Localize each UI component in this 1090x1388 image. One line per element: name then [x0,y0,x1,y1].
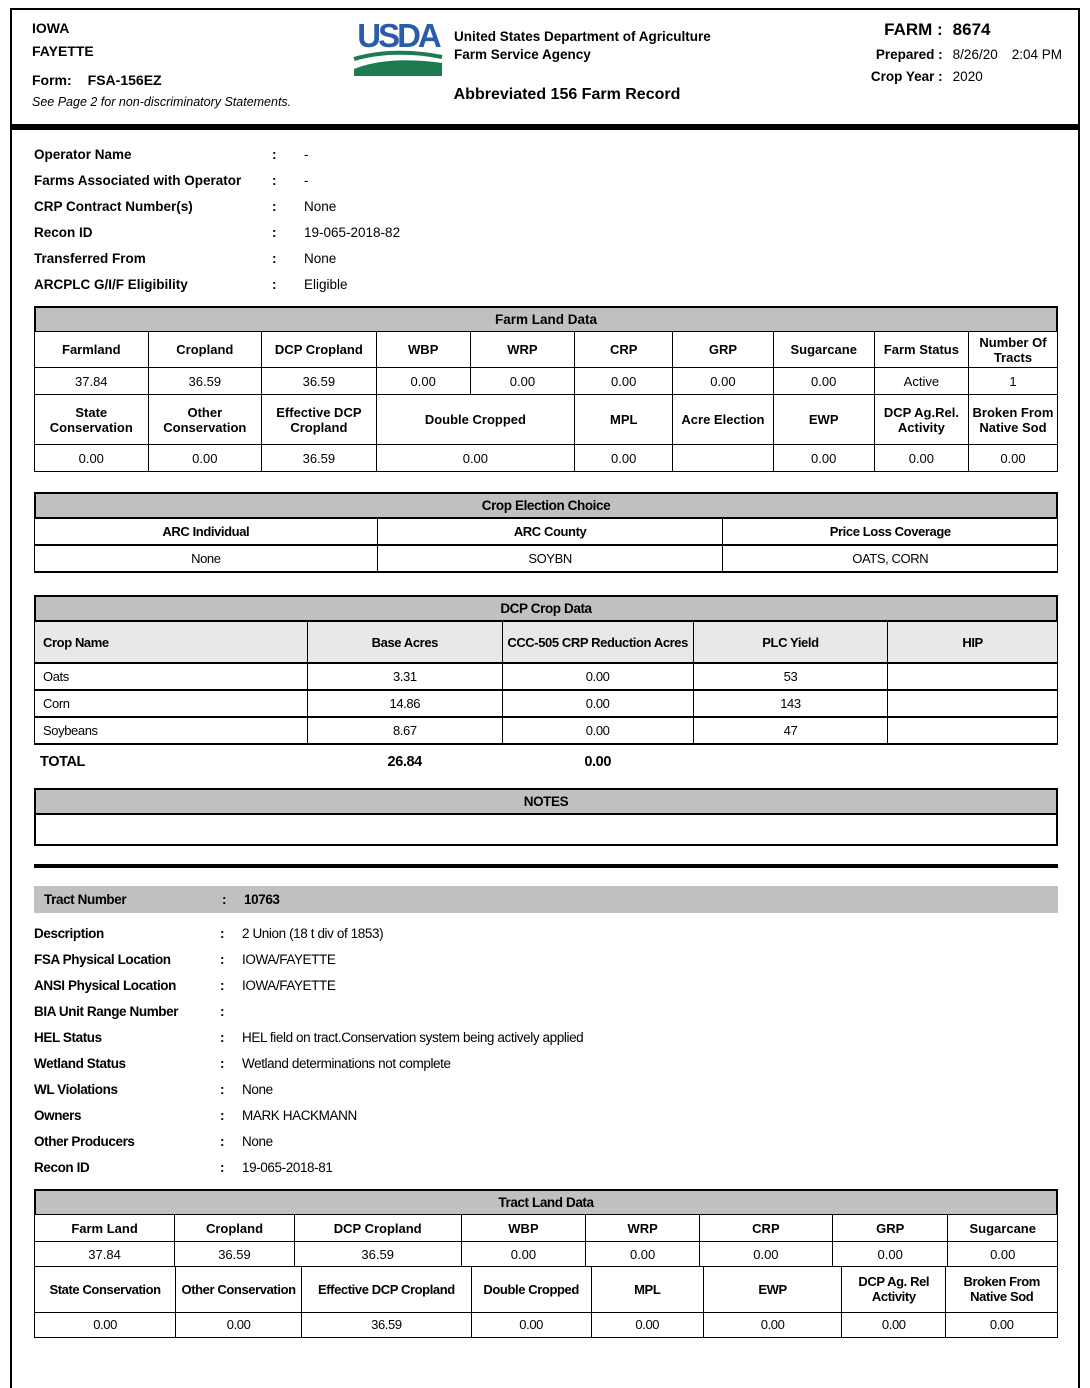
other-producers-row [34,1129,1058,1155]
value-cell: 0.00 [376,445,574,472]
record-body [10,126,1080,1388]
total-ccc505: 0.00 [584,754,611,770]
notes-section [34,788,1058,846]
farm-number: 8674 [952,20,991,39]
colon: : [220,1004,225,1019]
page-header [10,8,1080,126]
value-cell: 0.00 [461,1242,586,1267]
colon: : [220,1160,225,1175]
header-cell: WRP [586,1215,700,1242]
header-cell: PLC Yield [693,621,887,663]
header-cell: GRP [673,332,773,368]
tract-details-section [34,921,1058,1181]
value-cell: Active [874,368,968,395]
dcp-crop-row [35,663,1058,690]
value-cell: 0.00 [842,1312,946,1337]
field-label: ARCPLC G/I/F Eligibility [34,277,188,292]
header-cell: Broken From Native Sod [968,395,1057,445]
value-cell: 0.00 [591,1312,704,1337]
arcplc-eligibility-row [34,272,1058,298]
bia-unit-range-row [34,999,1058,1025]
notes-title: NOTES [34,788,1058,813]
header-cell: State Conservation [35,395,149,445]
colon: : [220,1108,225,1123]
field-label: Operator Name [34,147,132,162]
value-cell: 0.00 [376,368,470,395]
value-cell: 0.00 [148,445,262,472]
header-cell: Number Of Tracts [968,332,1057,368]
value-cell: 0.00 [874,445,968,472]
value-cell: 0.00 [586,1242,700,1267]
header-cell: Effective DCP Cropland [262,395,377,445]
value-cell [673,445,773,472]
field-value: 19-065-2018-81 [242,1160,333,1175]
notes-content [34,813,1058,846]
field-value: 2 Union (18 t div of 1853) [242,926,384,941]
prepared-label: Prepared : [875,47,943,62]
value-cell: 0.00 [502,690,693,717]
crop-election-section [34,492,1058,573]
field-value: - [304,173,309,188]
value-cell: 0.00 [35,1312,176,1337]
prepared-time: 2:04 PM [1011,47,1062,62]
hel-status-row [34,1025,1058,1051]
value-cell: 36.59 [302,1312,472,1337]
form-value: FSA-156EZ [87,72,162,88]
tract-land-data-section [34,1189,1058,1338]
dcp-crop-data-section [34,595,1058,774]
colon: : [272,173,277,188]
colon: : [272,225,277,240]
crop-name-cell: Corn [35,690,308,717]
farm-land-data-title: Farm Land Data [34,306,1058,331]
field-value: Wetland determinations not complete [242,1056,451,1071]
fsa-location-row [34,947,1058,973]
owners-row [34,1103,1058,1129]
header-cell: Double Cropped [376,395,574,445]
header-cell: EWP [704,1266,842,1312]
farm-land-value-row-1 [35,368,1058,395]
colon: : [222,892,227,907]
value-cell: 0.00 [704,1312,842,1337]
farms-associated-row [34,168,1058,194]
header-cell: Farm Land [35,1215,175,1242]
value-cell: 0.00 [773,445,874,472]
colon: : [220,926,225,941]
value-cell: 0.00 [470,368,574,395]
field-value: None [304,199,337,214]
prepared-value [953,47,1062,62]
value-cell: 0.00 [773,368,874,395]
crop-year-value: 2020 [952,69,983,84]
value-cell [888,717,1058,744]
field-label: Farms Associated with Operator [34,173,242,188]
crop-name-cell: Oats [35,663,308,690]
tract-land-data-table-bottom [34,1266,1058,1338]
value-cell: 1 [968,368,1057,395]
field-label: Owners [34,1108,82,1123]
crop-election-value-row [35,545,1058,572]
crop-election-title: Crop Election Choice [34,492,1058,517]
header-cell: HIP [888,621,1058,663]
form-label: Form: [32,72,72,88]
field-label: Recon ID [34,1160,90,1175]
colon: : [272,277,277,292]
farm-land-data-section [34,306,1058,472]
tract-land-data-title: Tract Land Data [34,1189,1058,1214]
field-label: Recon ID [34,225,93,240]
agency-line-1: United States Department of Agriculture [454,29,711,44]
header-cell: Effective DCP Cropland [302,1266,472,1312]
value-cell: 36.59 [294,1242,461,1267]
colon: : [272,199,277,214]
agency-name [454,22,711,64]
header-cell: CRP [699,1215,832,1242]
colon: : [272,147,277,162]
tract-land-header-row-2 [35,1266,1058,1312]
value-cell: 8.67 [308,717,502,744]
value-cell: 0.00 [176,1312,302,1337]
value-cell: 0.00 [699,1242,832,1267]
operator-section [34,142,1058,298]
state-name: IOWA [32,20,70,36]
total-base-acres: 26.84 [387,754,422,770]
value-cell: SOYBN [377,545,723,572]
header-cell: WBP [376,332,470,368]
field-label: HEL Status [34,1030,102,1045]
header-cell: State Conservation [35,1266,176,1312]
header-cell: Base Acres [308,621,502,663]
header-cell: WRP [470,332,574,368]
header-cell: GRP [832,1215,948,1242]
header-cell: DCP Cropland [262,332,377,368]
farm-land-header-row-1 [35,332,1058,368]
value-cell: 0.00 [968,445,1057,472]
field-label: BIA Unit Range Number [34,1004,179,1019]
tract-number-label: Tract Number [44,892,127,907]
colon: : [220,1030,225,1045]
value-cell: 143 [693,690,887,717]
field-label: Description [34,926,104,941]
dcp-crop-data-title: DCP Crop Data [34,595,1058,620]
field-value: None [304,251,337,266]
header-cell: Crop Name [35,621,308,663]
header-cell: DCP Ag.Rel. Activity [874,395,968,445]
field-label: Wetland Status [34,1056,126,1071]
section-divider [34,864,1058,868]
field-value: None [242,1082,273,1097]
header-cell: ARC County [377,518,723,545]
header-cell: Other Conservation [148,395,262,445]
colon: : [220,1056,225,1071]
tract-land-value-row-1 [35,1242,1058,1267]
ansi-location-row [34,973,1058,999]
tract-land-value-row-2 [35,1312,1058,1337]
dcp-crop-row [35,690,1058,717]
field-label: WL Violations [34,1082,118,1097]
field-label: FSA Physical Location [34,952,171,967]
colon: : [220,1082,225,1097]
header-cell: Farm Status [874,332,968,368]
header-cell: DCP Cropland [294,1215,461,1242]
header-cell: Cropland [148,332,262,368]
colon: : [220,978,225,993]
value-cell: 14.86 [308,690,502,717]
value-cell: 37.84 [35,1242,175,1267]
value-cell: 0.00 [575,445,673,472]
total-label: TOTAL [40,754,85,770]
field-value: IOWA/FAYETTE [242,978,336,993]
tract-description-row [34,921,1058,947]
value-cell: 0.00 [471,1312,591,1337]
field-value: - [304,147,309,162]
value-cell: 0.00 [946,1312,1058,1337]
wetland-status-row [34,1051,1058,1077]
field-label: CRP Contract Number(s) [34,199,193,214]
header-cell: Sugarcane [948,1215,1058,1242]
header-right [831,18,1062,120]
header-cell: Farmland [35,332,149,368]
header-cell: CCC-505 CRP Reduction Acres [502,621,693,663]
field-label: ANSI Physical Location [34,978,176,993]
value-cell: 0.00 [575,368,673,395]
value-cell: 36.59 [262,445,377,472]
farm-label: FARM : [884,20,943,39]
header-center [352,18,782,120]
field-value: MARK HACKMANN [242,1108,357,1123]
non-discrimination-note: See Page 2 for non-discriminatory Statements. [32,95,292,109]
agency-line-2: Farm Service Agency [454,47,591,63]
header-cell: Broken From Native Sod [946,1266,1058,1312]
dcp-crop-row [35,717,1058,744]
dcp-header-row [35,621,1058,663]
field-value: IOWA/FAYETTE [242,952,336,967]
value-cell: 47 [693,717,887,744]
document-title: Abbreviated 156 Farm Record [453,86,681,104]
dcp-crop-data-table [34,620,1058,745]
field-label: Transferred From [34,251,146,266]
header-cell: DCP Ag. Rel Activity [842,1266,946,1312]
tract-recon-id-row [34,1155,1058,1181]
value-cell: None [35,545,378,572]
field-label: Other Producers [34,1134,135,1149]
field-value: HEL field on tract.Conservation system being actively applied [242,1030,584,1045]
colon: : [220,1134,225,1149]
header-cell: Cropland [175,1215,295,1242]
value-cell: 0.00 [673,368,773,395]
header-cell: MPL [591,1266,704,1312]
farm-land-data-table [34,331,1058,472]
header-cell: EWP [773,395,874,445]
header-cell: WBP [461,1215,586,1242]
usda-logo [352,17,444,81]
colon: : [272,251,277,266]
county-name: FAYETTE [32,43,94,59]
value-cell: 0.00 [502,663,693,690]
header-cell: Sugarcane [773,332,874,368]
tract-land-data-table-top [34,1214,1058,1267]
value-cell: 36.59 [148,368,262,395]
header-left [32,18,352,120]
value-cell: 37.84 [35,368,149,395]
value-cell: 0.00 [35,445,149,472]
transferred-from-row [34,246,1058,272]
tract-number-value: 10763 [244,892,280,907]
farm-land-value-row-2 [35,445,1058,472]
value-cell [888,690,1058,717]
prepared-date: 8/26/20 [952,47,998,62]
usda-swoosh-icon [352,63,444,80]
value-cell: 3.31 [308,663,502,690]
farm-land-header-row-2 [35,395,1058,445]
recon-id-row [34,220,1058,246]
value-cell: 53 [693,663,887,690]
tract-land-header-row-1 [35,1215,1058,1242]
value-cell: 36.59 [175,1242,295,1267]
header-cell: Other Conservation [176,1266,302,1312]
form-number-line [32,72,352,88]
field-value: Eligible [304,277,348,292]
field-value: 19-065-2018-82 [304,225,401,240]
value-cell: 36.59 [262,368,377,395]
tract-number-bar [34,886,1058,913]
crop-name-cell: Soybeans [35,717,308,744]
wl-violations-row [34,1077,1058,1103]
operator-name-row [34,142,1058,168]
crop-election-table [34,517,1058,573]
value-cell: 0.00 [502,717,693,744]
dcp-total-row [34,750,1058,774]
colon: : [220,952,225,967]
field-value: None [242,1134,273,1149]
header-cell: Acre Election [673,395,773,445]
usda-logo-text: USDA [357,17,439,54]
value-cell: OATS, CORN [723,545,1058,572]
header-cell: MPL [575,395,673,445]
value-cell [888,663,1058,690]
header-cell: ARC Individual [35,518,378,545]
header-cell: CRP [575,332,673,368]
header-cell: Double Cropped [471,1266,591,1312]
crp-contract-row [34,194,1058,220]
header-cell: Price Loss Coverage [723,518,1058,545]
value-cell: 0.00 [948,1242,1058,1267]
value-cell: 0.00 [832,1242,948,1267]
crop-year-label: Crop Year : [870,69,943,84]
crop-election-header-row [35,518,1058,545]
